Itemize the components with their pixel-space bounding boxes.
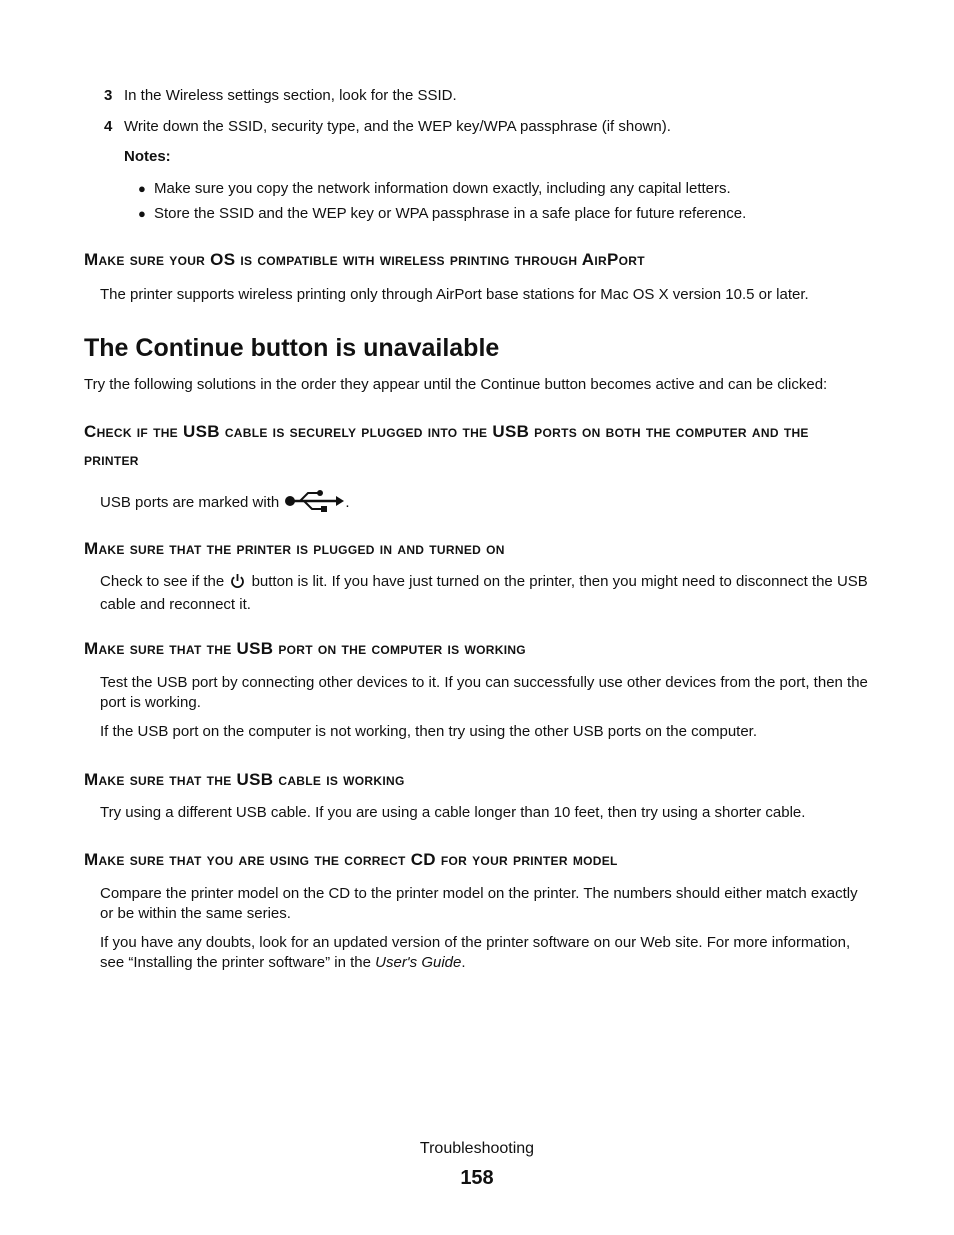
bullet-icon: ● — [138, 206, 146, 221]
section-title-continue: The Continue button is unavailable — [84, 334, 500, 362]
step-text: Write down the SSID, security type, and the WEP key/WPA passphrase (if shown). — [124, 118, 671, 135]
heading-printer-plugged-in: Make sure that the printer is plugged in and turned on — [84, 539, 505, 558]
note-item — [138, 179, 731, 198]
paragraph-cd-compare: Compare the printer model on the CD to the printer model on the printer. The numbers should either match exactly or be within the same series. — [100, 885, 858, 922]
paragraph-usb-cable: Try using a different USB cable. If you are using a cable longer than 10 feet, then try using a shorter cable. — [100, 804, 806, 821]
paragraph-usb-port-other: If the USB port on the computer is not working, then try using the other USB ports on the computer. — [100, 723, 758, 740]
heading-correct-cd: Make sure that you are using the correct CD for your printer model — [84, 850, 618, 869]
page-number: 158 — [460, 1167, 494, 1189]
power-text-before: Check to see if the — [100, 573, 225, 590]
power-text-after: button is lit. If you have just turned on the printer, then you might need to disconnect the USB cable and reconnect it. — [100, 573, 868, 613]
heading-usb-port-working: Make sure that the USB port on the computer is working — [84, 639, 526, 658]
usb-symbol-icon — [284, 489, 344, 519]
paragraph-os: The printer supports wireless printing only through AirPort base stations for Mac OS X version 10.5 or later. — [100, 286, 809, 303]
paragraph-cd-doubts — [100, 933, 875, 973]
users-guide-title: User's Guide — [375, 954, 462, 971]
step-number: 4 — [104, 118, 113, 135]
usb-text-before: USB ports are marked with — [100, 494, 280, 511]
note-text: Store the SSID and the WEP key or WPA passphrase in a safe place for future reference. — [154, 205, 747, 222]
heading-usb-cable-working: Make sure that the USB cable is working — [84, 770, 405, 789]
step-number: 3 — [104, 87, 113, 104]
notes-label: Notes: — [124, 148, 171, 165]
note-text: Make sure you copy the network information down exactly, including any capital letters. — [154, 180, 731, 197]
heading-os-compatible: Make sure your OS is compatible with wireless printing through AirPort — [84, 250, 645, 269]
heading-usb-cable-plugged: Check if the USB cable is securely plugged into the USB ports on both the computer and the printer — [84, 422, 809, 469]
usb-text-after: . — [345, 494, 350, 511]
power-icon — [230, 573, 245, 595]
cd-text-after: . — [461, 954, 466, 971]
note-item — [138, 204, 746, 223]
paragraph-power — [100, 572, 875, 615]
paragraph-continue-intro: Try the following solutions in the order they appear until the Continue button becomes active and can be clicked: — [84, 376, 828, 393]
bullet-icon: ● — [138, 181, 146, 196]
footer-section-label: Troubleshooting — [419, 1140, 535, 1157]
step-3 — [104, 86, 457, 105]
step-4 — [104, 117, 671, 136]
paragraph-usb-port-test: Test the USB port by connecting other devices to it. If you can successfully use other devices from the port, then the port is working. — [100, 674, 868, 711]
paragraph-usb-ports — [100, 489, 875, 519]
step-text: In the Wireless settings section, look for the SSID. — [124, 87, 457, 104]
cd-text-before: If you have any doubts, look for an updated version of the printer software on our Web site. For more information, see “Installing the printer software” in the — [100, 934, 851, 971]
